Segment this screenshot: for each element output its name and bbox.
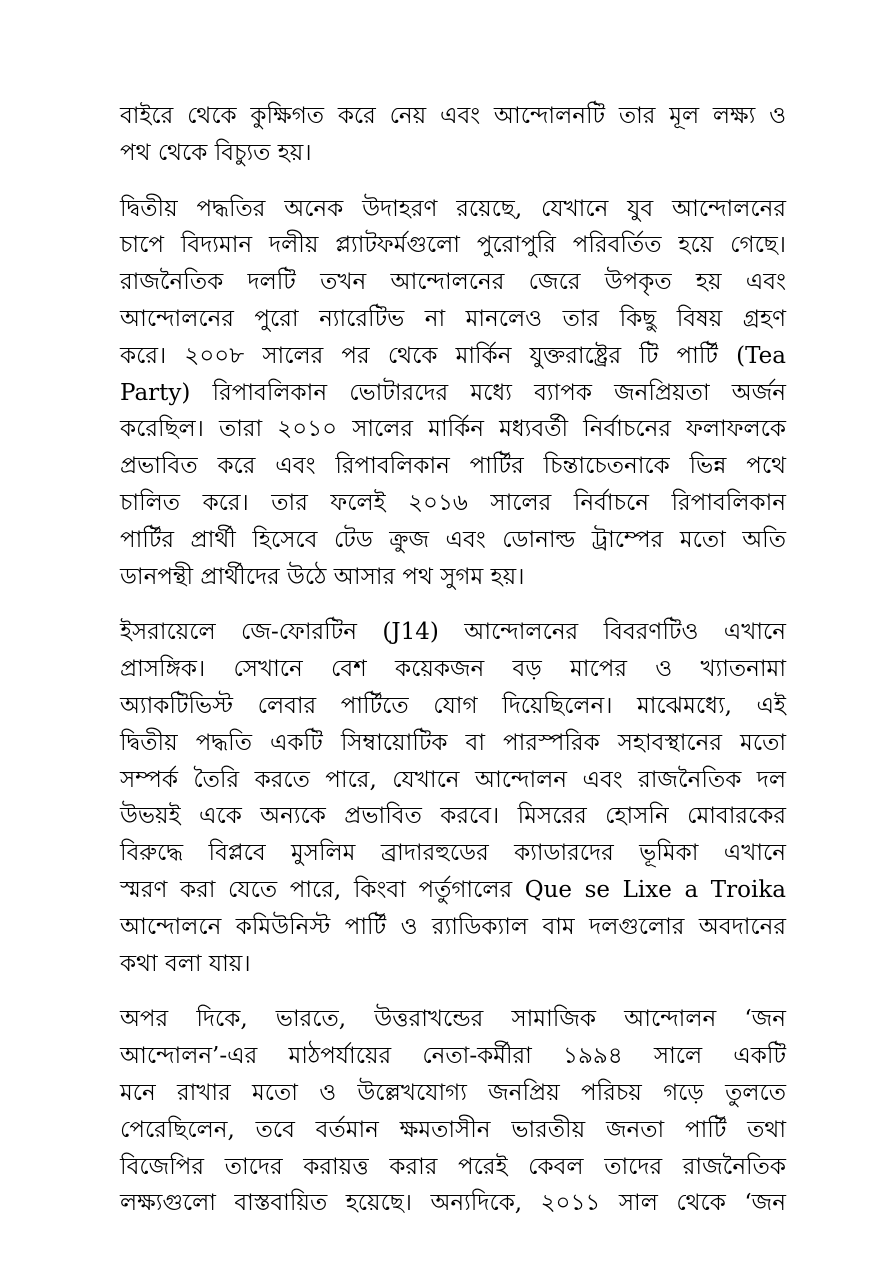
text-line: পেরেছিলেন, তবে বর্তমান ক্ষমতাসীন ভারতীয় জনতা পার্টি তথা [120, 1116, 786, 1143]
text-line: করে। ২০০৮ সালের পর থেকে মার্কিন যুক্তরাষ্ট্রের টি পার্টি (Tea [120, 342, 786, 369]
text-line: বিজেপির তাদের করায়ত্ত করার পরেই কেবল তাদের রাজনৈতিক [120, 1153, 786, 1180]
text-line: লক্ষ্যগুলো বাস্তবায়িত হয়েছে। অন্যদিকে, ২০১১ সাল থেকে ‘জন [120, 1190, 786, 1217]
paragraph-1 [120, 98, 786, 172]
text-line: কথা বলা যায়। [120, 950, 251, 977]
text-line: পথ থেকে বিচ্যুত হয়। [120, 139, 312, 166]
paragraph-3 [120, 614, 786, 982]
text-line: অ্যাকটিভিস্ট লেবার পার্টিতে যোগ দিয়েছিলেন। মাঝেমধ্যে, এই [120, 692, 786, 719]
text-line: স্মরণ করা যেতে পারে, কিংবা পর্তুগালের Que se Lixe a Troika [120, 876, 786, 903]
text-line: অপর দিকে, ভারতে, উত্তরাখন্ডের সামাজিক আন্দোলন ‘জন [120, 1006, 786, 1033]
text-line: ইসরায়েলে জে-ফোরটিন (J14) আন্দোলনের বিবরণটিও এখানে [120, 619, 786, 646]
text-line: ডানপন্থী প্রার্থীদের উঠে আসার পথ সুগম হয়। [120, 563, 525, 590]
paragraph-4 [120, 1001, 786, 1222]
paragraph-2 [120, 191, 786, 596]
text-line: আন্দোলনের পুরো ন্যারেটিভ না মানলেও তার কিছু বিষয় গ্রহণ [120, 305, 786, 332]
text-line: চালিত করে। তার ফলেই ২০১৬ সালের নির্বাচনে রিপাবলিকান [120, 489, 786, 516]
text-line: মনে রাখার মতো ও উল্লেখযোগ্য জনপ্রিয় পরিচয় গড়ে তুলতে [120, 1079, 786, 1106]
text-line: চাপে বিদ্যমান দলীয় প্ল্যাটফর্মগুলো পুরোপুরি পরিবর্তিত হয়ে গেছে। [120, 232, 786, 259]
text-line: Party) রিপাবলিকান ভোটারদের মধ্যে ব্যাপক জনপ্রিয়তা অর্জন [120, 379, 786, 406]
text-line: পার্টির প্রার্থী হিসেবে টেড ক্রুজ এবং ডোনাল্ড ট্রাম্পের মতো অতি [120, 526, 786, 553]
text-line: প্রাসঙ্গিক। সেখানে বেশ কয়েকজন বড় মাপের ও খ্যাতনামা [120, 656, 786, 683]
text-line: দ্বিতীয় পদ্ধতির অনেক উদাহরণ রয়েছে, যেখানে যুব আন্দোলনের [120, 195, 786, 222]
text-line: সম্পর্ক তৈরি করতে পারে, যেখানে আন্দোলন এবং রাজনৈতিক দল [120, 766, 786, 793]
text-line: রাজনৈতিক দলটি তখন আন্দোলনের জেরে উপকৃত হয় এবং [120, 269, 786, 296]
text-line: দ্বিতীয় পদ্ধতি একটি সিম্বায়োটিক বা পারস্পরিক সহাবস্থানের মতো [120, 729, 786, 756]
text-line: আন্দোলনে কমিউনিস্ট পার্টি ও র‍্যাডিক্যাল বাম দলগুলোর অবদানের [120, 913, 786, 940]
text-line: প্রভাবিত করে এবং রিপাবলিকান পার্টির চিন্তাচেতনাকে ভিন্ন পথে [120, 453, 786, 480]
text-line: করেছিল। তারা ২০১০ সালের মার্কিন মধ্যবর্তী নির্বাচনের ফলাফলকে [120, 416, 786, 443]
text-line: বিরুদ্ধে বিপ্লবে মুসলিম ব্রাদারহুডের ক্যাডারদের ভূমিকা এখানে [120, 840, 786, 867]
text-line: বাইরে থেকে কুক্ষিগত করে নেয় এবং আন্দোলনটি তার মূল লক্ষ্য ও [120, 103, 786, 129]
text-line: উভয়ই একে অন্যকে প্রভাবিত করবে। মিসরের হোসনি মোবারকের [120, 803, 786, 830]
text-line: আন্দোলন’-এর মাঠপর্যায়ের নেতা-কর্মীরা ১৯৯৪ সালে একটি [120, 1043, 786, 1070]
